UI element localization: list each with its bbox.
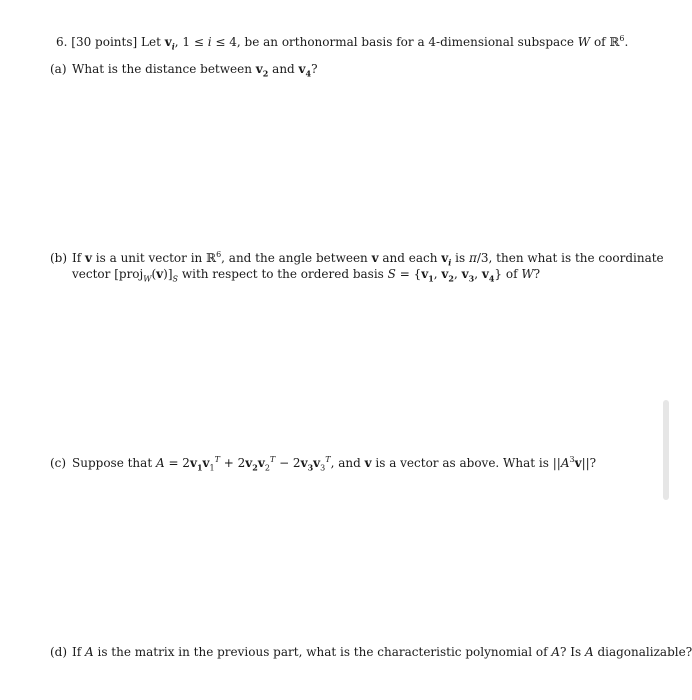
scrollbar[interactable] (663, 400, 669, 500)
problem-points: [30 points] (71, 35, 138, 49)
problem-number: 6. (56, 35, 68, 49)
part-d: (d) If A is the matrix in the previous part, what is the characteristic polynomial of A? Is A diagonalizable? (50, 645, 692, 659)
math-basis-S: $S = \{v_1$, $v_2$, $v_3$, $v_4$} (387, 267, 503, 284)
part-b-label: (b) (50, 251, 68, 265)
math-norm: $||A^3v||$ (552, 455, 590, 470)
math-v-i: $v_i$ (164, 35, 175, 52)
part-c: (c) Suppose that $A = 2v_1v_1^T + 2v_2v_2^T - 2v_3v_3^T$, and v is a vector as above. What is $||A^3v||$? (50, 455, 597, 473)
math-W: W (577, 35, 591, 49)
problem-header: 6. [30 points] Let $v_i$, 1 ≤ i ≤ 4, be an orthonormal basis for a 4-dimensional subspace W of ℝ$^6$. (56, 34, 629, 52)
math-A-def: $A = 2v_1v_1^T + 2v_2v_2^T - 2v_3v_3^T$ (155, 455, 331, 473)
part-b-line-1: (b) If v is a unit vector in ℝ$^6$, and the angle between v and each $v_i$ is π/3, then what is the coordinate (50, 250, 664, 268)
part-a: (a) What is the distance between $v_2$ and $v_4$? (50, 62, 318, 79)
part-a-label: (a) (50, 62, 67, 76)
math-R6: ℝ$^6$ (609, 34, 625, 49)
part-d-label: (d) (50, 645, 68, 659)
math-proj: $[proj_W(v)]_S$ (114, 267, 179, 284)
part-c-label: (c) (50, 456, 67, 470)
part-b-line-2: vector $[proj_W(v)]_S$ with respect to the ordered basis $S = \{v_1$, $v_2$, $v_3$, $v_4$} of W? (72, 267, 541, 284)
